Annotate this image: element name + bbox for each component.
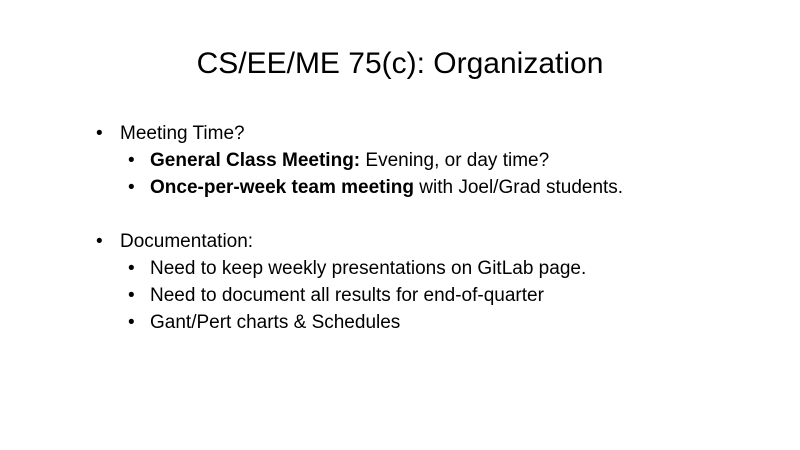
item-text: Need to document all results for end-of-quarter <box>150 285 544 306</box>
bullet-meeting-time <box>96 120 776 201</box>
sub-bullet-charts-schedules <box>128 309 776 336</box>
bold-text: Once-per-week team meeting <box>150 177 414 198</box>
item-text: Evening, or day time? <box>360 150 550 171</box>
bullet-documentation <box>96 228 776 336</box>
sub-bullet-document-results <box>128 282 776 309</box>
sub-bullet-list <box>128 255 776 336</box>
bullet-heading: Documentation: <box>120 231 254 252</box>
sub-bullet-team-meeting <box>128 174 776 201</box>
slide-body <box>96 120 776 336</box>
item-text: Need to keep weekly presentations on GitLab page. <box>150 258 587 279</box>
sub-bullet-weekly-presentations <box>128 255 776 282</box>
bullet-list <box>96 120 776 336</box>
item-text: with Joel/Grad students. <box>413 177 624 198</box>
slide-title: CS/EE/ME 75(c): Organization <box>196 47 604 80</box>
bullet-heading: Meeting Time? <box>120 123 245 144</box>
sub-bullet-general-class-meeting <box>128 147 776 174</box>
sub-bullet-list <box>128 147 776 201</box>
bold-text: General Class Meeting: <box>150 150 361 171</box>
item-text: Gant/Pert charts & Schedules <box>150 312 401 333</box>
